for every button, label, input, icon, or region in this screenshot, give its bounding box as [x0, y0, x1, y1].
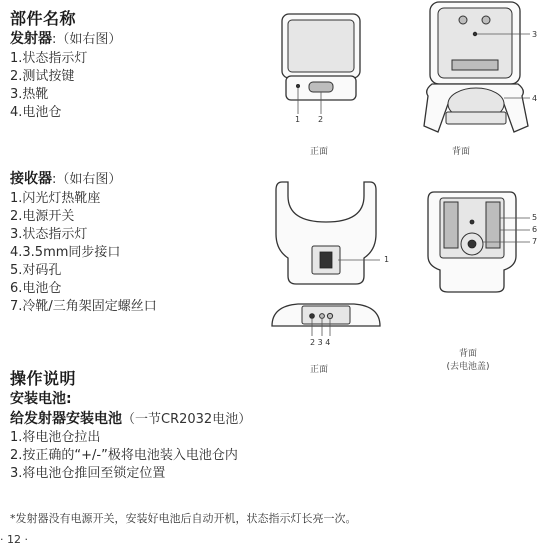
receiver-heading: [10, 168, 121, 188]
list-item: 2.测试按键: [10, 69, 75, 84]
rx-front-label-234: 2 3 4: [310, 338, 331, 347]
receiver-front-illustration: [268, 176, 392, 342]
list-item: 5.对码孔: [10, 263, 62, 278]
rx-back-caption-line2: (去电池盖): [446, 362, 490, 372]
page-number: · 12 ·: [0, 533, 28, 546]
transmitter-list: [10, 50, 87, 122]
list-item: 3.热靴: [10, 87, 49, 102]
list-item: 1.将电池仓拉出: [10, 430, 101, 445]
receiver-list: [10, 190, 157, 316]
rx-back-label-7: 7: [532, 237, 538, 246]
list-item: 7.冷靴/三角架固定螺丝口: [10, 299, 157, 314]
list-item: 4.3.5mm同步接口: [10, 245, 121, 260]
list-item: 2.电源开关: [10, 209, 75, 224]
list-item: 3.状态指示灯: [10, 227, 88, 242]
rx-front-label-1: 1: [384, 255, 390, 264]
tx-front-caption: 正面: [310, 147, 329, 157]
parts-title: 部件名称: [10, 9, 77, 28]
rx-back-label-5: 5: [532, 213, 538, 222]
receiver-label: 接收器: [10, 171, 52, 187]
transmitter-front-illustration: [276, 10, 366, 125]
list-item: 3.将电池仓推回至锁定位置: [10, 466, 166, 481]
transmitter-suffix: :（如右图）: [52, 32, 122, 47]
list-item: 1.状态指示灯: [10, 51, 88, 66]
battery-step-heading: [10, 408, 251, 428]
list-item: 1.闪光灯热靴座: [10, 191, 101, 206]
tx-back-label-3: 3: [532, 30, 538, 39]
list-item: 4.电池仓: [10, 105, 62, 120]
tx-back-label-4: 4: [532, 94, 538, 103]
tx-front-label-2: 2: [318, 115, 324, 124]
receiver-suffix: :（如右图）: [52, 172, 122, 187]
battery-steps-list: [10, 429, 238, 483]
transmitter-back-illustration: [418, 0, 538, 140]
transmitter-label: 发射器: [10, 31, 52, 47]
list-item: 2.按正确的“+/-”极将电池装入电池仓内: [10, 448, 238, 463]
tx-front-label-1: 1: [295, 115, 301, 124]
rx-front-caption: 正面: [310, 365, 329, 375]
list-item: 6.电池仓: [10, 281, 62, 296]
battery-step-heading-suffix: （一节CR2032电池）: [122, 412, 252, 427]
rx-back-caption-line1: 背面: [458, 349, 477, 359]
receiver-back-illustration: [420, 186, 538, 306]
battery-step-heading-bold: 给发射器安装电池: [10, 411, 122, 427]
operation-subtitle: 安装电池:: [10, 391, 72, 407]
battery-note: *发射器没有电源开关，安装好电池后自动开机，状态指示灯长亮一次。: [10, 512, 357, 525]
transmitter-heading: [10, 28, 121, 48]
rx-back-caption: [438, 346, 498, 372]
rx-back-label-6: 6: [532, 225, 538, 234]
tx-back-caption: 背面: [452, 147, 471, 157]
operation-title: 操作说明: [10, 369, 77, 388]
